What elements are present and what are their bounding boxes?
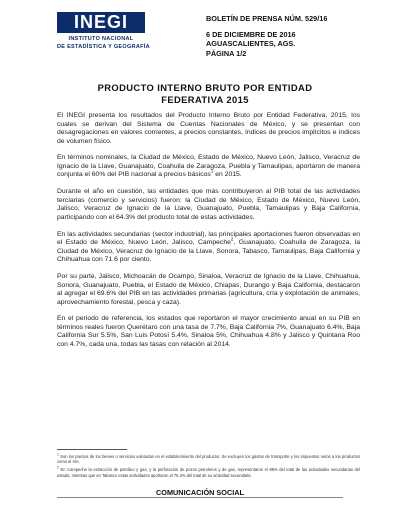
footnote-divider (57, 449, 127, 450)
press-info-block (206, 14, 376, 58)
document-body (57, 112, 360, 358)
release-date: 6 DE DICIEMBRE DE 2016 (206, 30, 296, 40)
logo-wordmark: INEGI (73, 12, 128, 32)
footnote-ref-1: 1 (210, 169, 214, 175)
footnote-2 (57, 467, 360, 477)
footnotes (57, 454, 360, 481)
press-info-gap (206, 23, 376, 30)
title-line1: PRODUCTO INTERNO BRUTO POR ENTIDAD (97, 82, 313, 93)
inegi-logo (57, 12, 150, 56)
paragraph-tertiary: Durante el año en cuestión, las entidades que más contribuyeron al PIB total de las actividades terciarias (comercio y servicios) fueron: la Ciudad de México, Estado de México, Nuevo León, Jalisco, Veracruz de Ignacio de la Llave, Guanajuato, Puebla, Tamaulipas y Baja California, participando con el 64.3% del producto total de estas actividades. (57, 188, 360, 221)
paragraph-secondary-end: , Guanajuato, Coahuila de Zaragoza, la Ciudad de México, Veracruz de Ignacio de la Llave, Sonora, Tabasco, Tamaulipas, Baja California y Chihuahua con 71.6 por ciento. (57, 239, 360, 264)
bulletin-number: BOLETÍN DE PRENSA NÚM. 529/16 (206, 14, 328, 23)
logo-subtitle-line2: DE ESTADÍSTICA Y GEOGRAFÍA (57, 44, 150, 50)
footer-label: COMUNICACIÓN SOCIAL (156, 488, 244, 497)
paragraph-intro: El INEGI presenta los resultados del Producto Interno Bruto por Entidad Federativa, 2015, los cuales se derivan del Sistema de Cuentas Nacionales de México, y se presentan con desagregaciones en valores corrientes, a precios constantes, índices de precios implícitos e índices de volumen físico. (57, 112, 360, 145)
paragraph-nominal-text: En términos nominales, la Ciudad de México, Estado de México, Nuevo León, Jalisco, Veracruz de Ignacio de la Llave, Guanajuato, Coahuila de Zaragoza, Puebla y Tamaulipas, aportaron de manera conjunta el 60% del PIB nacional a precios básicos (57, 154, 360, 179)
paragraph-nominal-end: en 2015. (213, 171, 242, 179)
title-line2: FEDERATIVA 2015 (161, 94, 249, 105)
release-place: AGUASCALIENTES, AGS. (206, 39, 296, 49)
document-title (60, 82, 350, 106)
paragraph-nominal (57, 154, 360, 180)
paragraph-growth: En el periodo de referencia, los estados que reportaron el mayor crecimiento anual en su PIB en términos reales fueron Querétaro con una tasa de 7.7%, Baja California 7%, Guanajuato 6.4%, Baja California Sur 5.5%, San Luis Potosí 5.4%, Sinaloa 5%, Chihuahua 4.8% y Jalisco y Quintana Roo con 4.7%, cada una, todas las tasas con relación al 2014. (57, 315, 360, 348)
paragraph-primary: Por su parte, Jalisco, Michoacán de Ocampo, Sinaloa, Veracruz de Ignacio de la Llave, Chihuahua, Sonora, Guanajuato, Puebla, el Estado de México, Chiapas, Durango y Baja California, destacaron al agregar el 69.6% del PIB en las actividades primarias (agricultura, cría y explotación de animales, aprovechamiento forestal, pesca y caza). (57, 272, 360, 306)
footnote-1-mark: 1 (57, 452, 59, 457)
paragraph-secondary-text: En las actividades secundarias (sector industrial), las principales aportaciones fueron observadas en el Estado de México, Nuevo León, Jalisco, Campeche (57, 230, 360, 247)
footnote-2-text: En Campeche la extracción de petróleo y gas, y la perforación de pozos petroleros y de gas, representaron el 85% del total de las actividades secundarias del estado; mientras que en Tabasco estas actividades aportaron el 76.3% del total de su actividad secundaria. (57, 467, 360, 478)
paragraph-secondary (57, 231, 360, 265)
footnote-1-text: Son los precios de los bienes o servicios valorados en el establecimiento del productor. Se excluyen los gastos de transporte y los impuestos netos a los productos como el IVA. (57, 454, 360, 465)
footnote-2-mark: 2 (57, 466, 59, 471)
footnote-1 (57, 454, 360, 464)
logo-subtitle-line1: INSTITUTO NACIONAL (68, 36, 134, 42)
footnote-ref-2: 2 (230, 236, 234, 242)
page-indicator: PÁGINA 1/2 (206, 48, 247, 58)
footer-divider (57, 497, 343, 498)
